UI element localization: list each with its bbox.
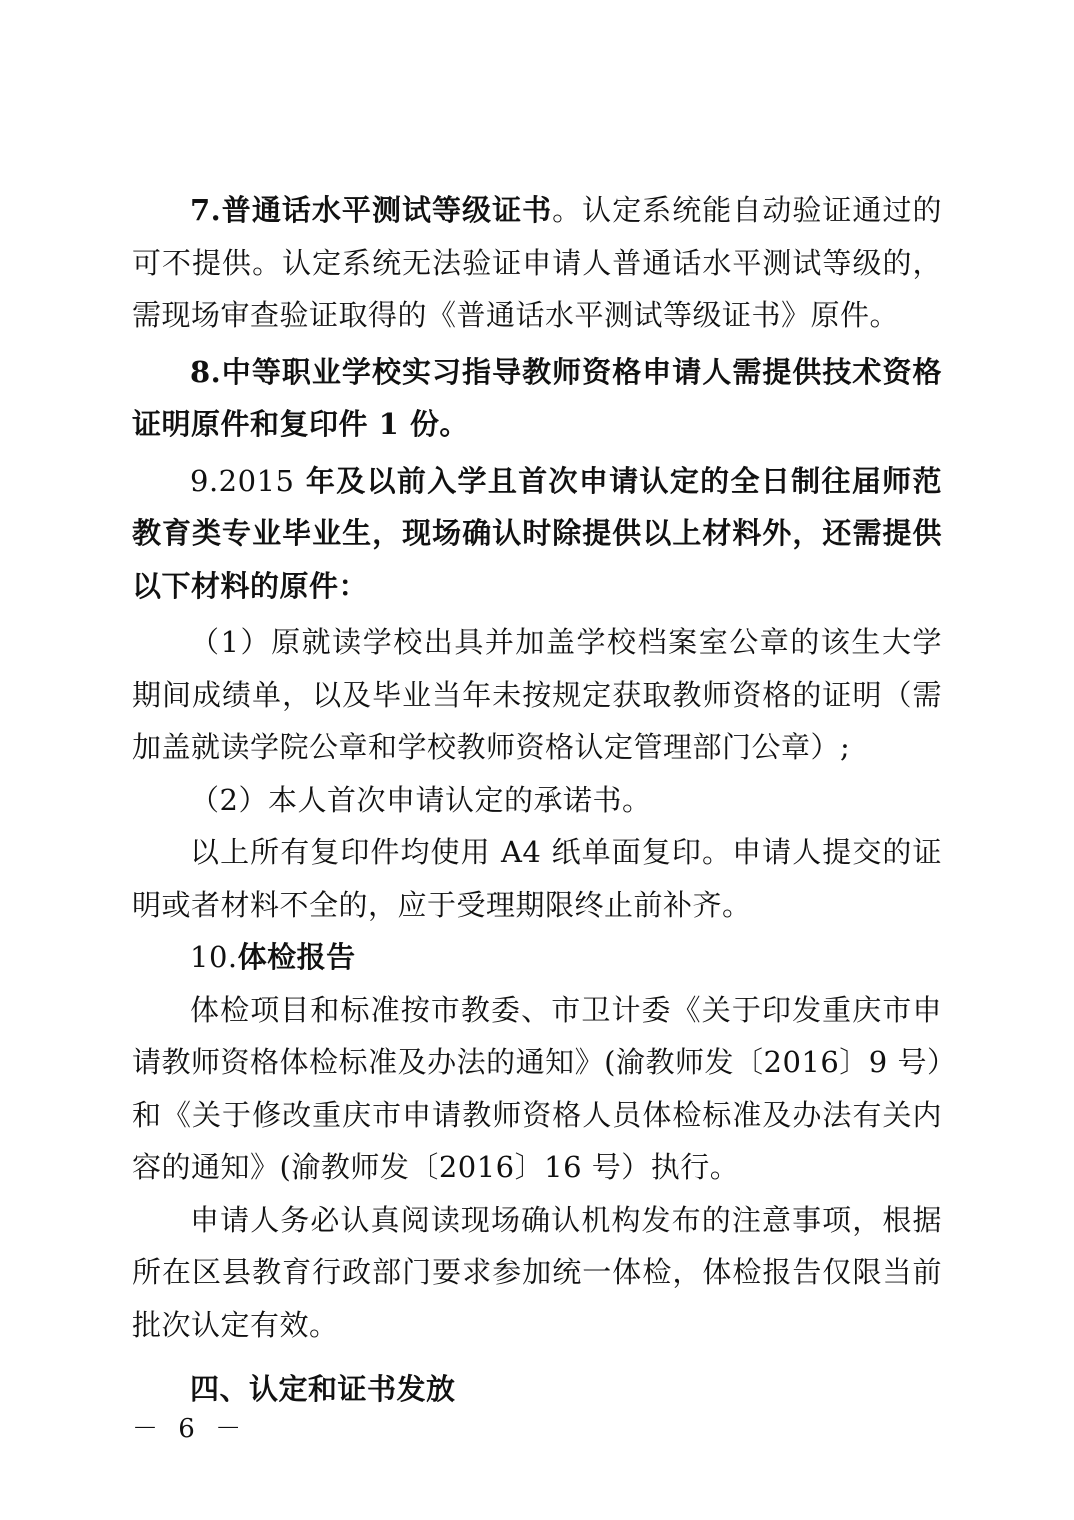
paragraph-copies: 以上所有复印件均使用 A4 纸单面复印。申请人提交的证明或者材料不全的，应于受理期限终止前补齐。 <box>132 835 942 922</box>
paragraph-9-text: 年及以前入学且首次申请认定的全日制往届师范教育类专业毕业生，现场确认时除提供以上材料外，还需提供以下材料的原件： <box>132 463 942 603</box>
section-heading: 四、认定和证书发放 <box>190 1372 456 1406</box>
paragraph-9-item-2: （2）本人首次申请认定的承诺书。 <box>190 782 652 817</box>
paragraph-9 <box>132 455 942 613</box>
paragraph-10-title: 体检报告 <box>237 940 356 974</box>
paragraph-7-text: 。认定系统能自动验证通过的可不提供。认定系统无法验证申请人普通话水平测试等级的，需现场审查验证取得的《普通话水平测试等级证书》原件。 <box>132 193 942 332</box>
paragraph-7-title: 7.普通话水平测试等级证书 <box>190 193 553 227</box>
paragraph-10-number: 10. <box>190 940 238 974</box>
paragraph-9-number: 9.2015 <box>190 463 295 498</box>
paragraph-10 <box>132 931 942 984</box>
paragraph-10-body: 体检项目和标准按市教委、市卫计委《关于印发重庆市申请教师资格体检标准及办法的通知》(渝教师发〔2016〕9 号）和《关于修改重庆市申请教师资格人员体检标准及办法有关内容的通知》(渝教师发〔2016〕16 号）执行。 <box>132 992 942 1184</box>
paragraph-10-notice: 申请人务必认真阅读现场确认机构发布的注意事项，根据所在区县教育行政部门要求参加统一体检，体检报告仅限当前批次认定有效。 <box>132 1202 942 1342</box>
page-number: － 6 － <box>132 1414 248 1444</box>
paragraph-7 <box>132 184 942 342</box>
document-body <box>132 184 942 1416</box>
paragraph-8: 8.中等职业学校实习指导教师资格申请人需提供技术资格证明原件和复印件 1 份。 <box>132 354 942 441</box>
paragraph-9-item-1: （1）原就读学校出具并加盖学校档案室公章的该生大学期间成绩单，以及毕业当年未按规定获取教师资格的证明（需加盖就读学院公章和学校教师资格认定管理部门公章）; <box>132 625 942 764</box>
